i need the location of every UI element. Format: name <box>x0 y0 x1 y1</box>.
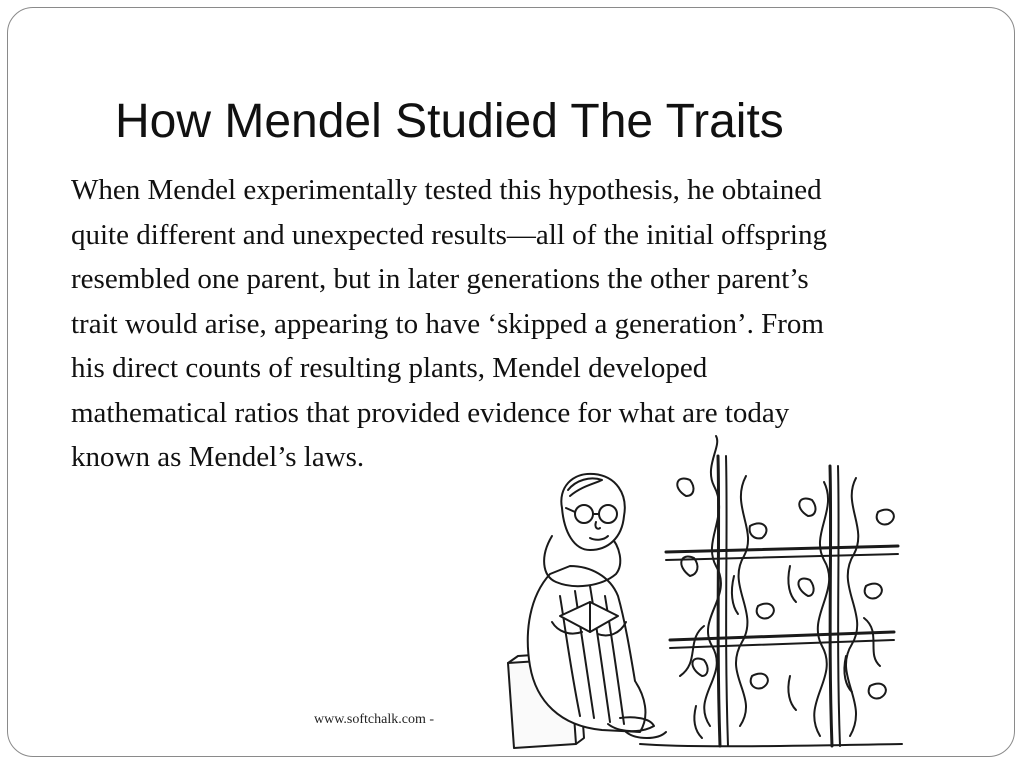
body-line: quite different and unexpected results—all of the initial offspring <box>71 218 827 251</box>
mendel-with-pea-plants-drawing <box>490 426 910 756</box>
slide-frame <box>7 7 1015 757</box>
body-line: trait would arise, appearing to have ‘skipped a generation’. From <box>71 307 824 340</box>
body-line: known as Mendel’s laws. <box>71 441 365 473</box>
body-line: his direct counts of resulting plants, Mendel developed <box>71 352 708 384</box>
body-line: When Mendel experimentally tested this hypothesis, he obtained <box>71 174 822 206</box>
slide-title: How Mendel Studied The Traits <box>115 95 784 148</box>
image-credit: www.softchalk.com - <box>314 712 435 727</box>
body-line: mathematical ratios that provided evidence for what are today <box>71 396 790 429</box>
body-line: resembled one parent, but in later generations the other parent’s <box>71 263 809 295</box>
